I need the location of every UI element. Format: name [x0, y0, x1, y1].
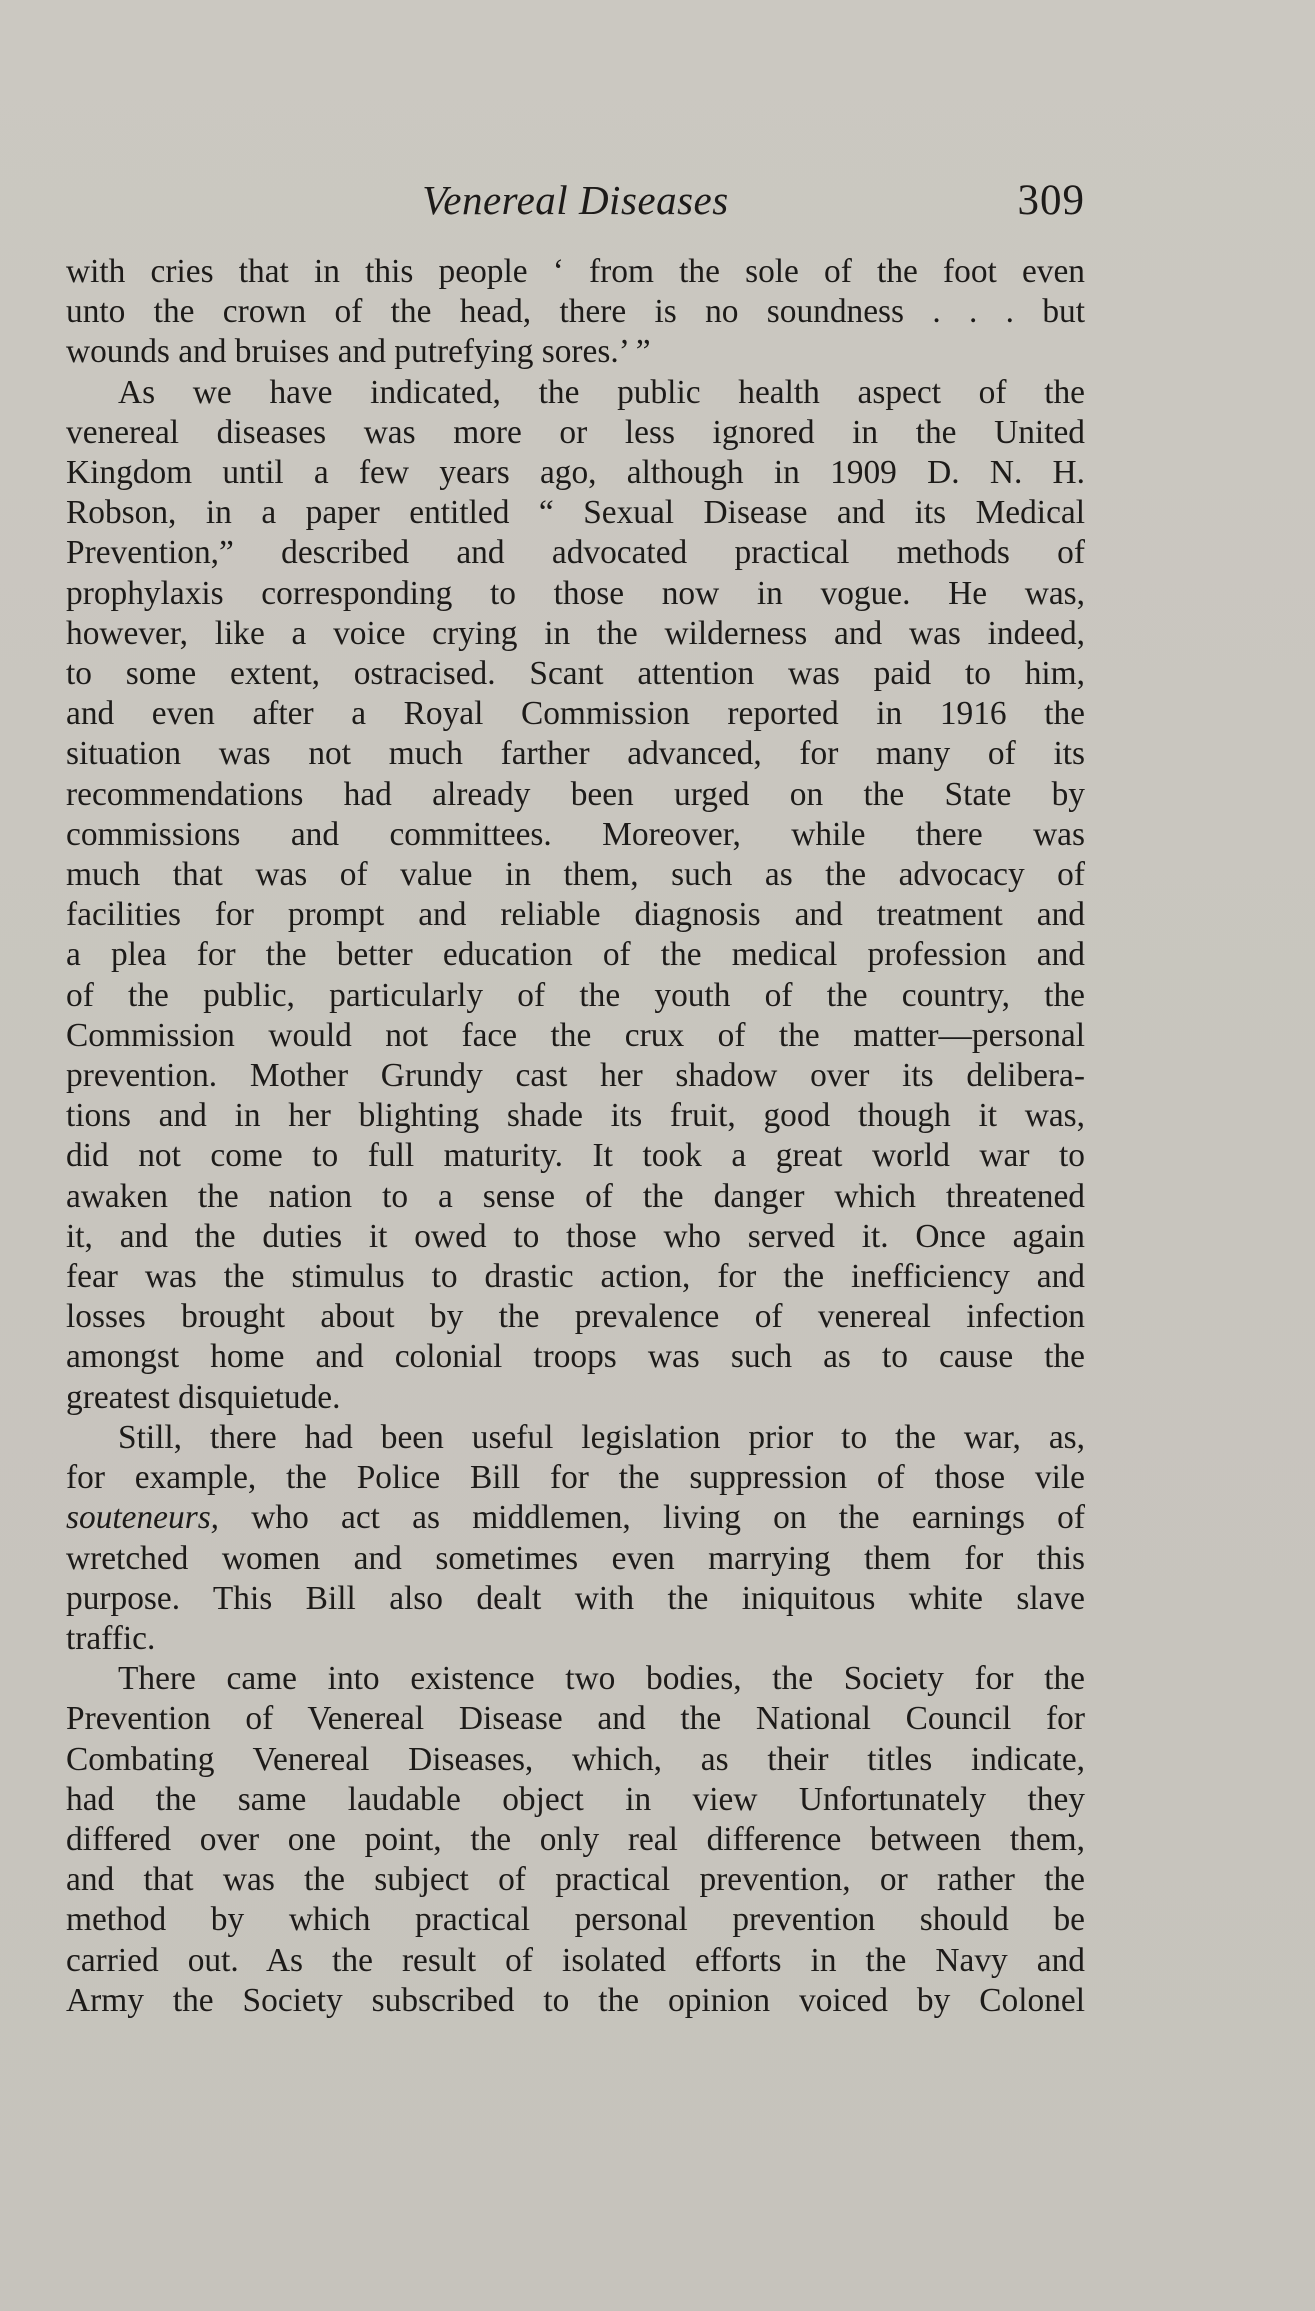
paragraph-1: [66, 252, 1085, 373]
text-line: situation was not much farther advanced, for many of its: [66, 735, 1085, 773]
text-line: with cries that in this people ‘ from the sole of the foot even: [66, 253, 1085, 290]
paragraph-2: [66, 373, 1085, 1418]
text-line: had the same laudable object in view Unfortunately they: [66, 1780, 1085, 1818]
text-line: Combating Venereal Diseases, which, as their titles indicate,: [66, 1740, 1085, 1778]
text-line: Army the Society subscribed to the opinion voiced by Colonel: [66, 1981, 1085, 2019]
text-line: it, and the duties it owed to those who served it. Once again: [66, 1217, 1085, 1255]
text-line: wounds and bruises and putrefying sores.’ ”: [66, 333, 651, 371]
text-line: As we have indicated, the public health aspect of the: [118, 373, 1085, 411]
text-line: for example, the Police Bill for the suppression of those vile: [66, 1459, 1085, 1497]
text-line: Prevention,” described and advocated practical methods of: [66, 534, 1085, 572]
page-number: 309: [1017, 177, 1085, 224]
text-line: losses brought about by the prevalence of venereal infection: [66, 1298, 1085, 1336]
text-line: venereal diseases was more or less ignored in the United: [66, 413, 1085, 451]
text-line: and that was the subject of practical prevention, or rather the: [66, 1861, 1085, 1899]
text-line: fear was the stimulus to drastic action, for the inefficiency and: [66, 1258, 1085, 1296]
text-line: facilities for prompt and reliable diagnosis and treatment and: [66, 896, 1085, 934]
text-line: Still, there had been useful legislation prior to the war, as,: [118, 1418, 1085, 1456]
text-line: however, like a voice crying in the wilderness and was indeed,: [66, 614, 1085, 652]
text-line: [66, 1498, 1085, 1538]
text-line: purpose. This Bill also dealt with the iniquitous white slave: [66, 1579, 1085, 1617]
text-line: unto the crown of the head, there is no soundness . . . but: [66, 293, 1085, 331]
text-line: wretched women and sometimes even marrying them for this: [66, 1539, 1085, 1577]
text-line: to some extent, ostracised. Scant attention was paid to him,: [66, 655, 1085, 693]
running-title: Venereal Diseases: [422, 177, 729, 223]
text-line: method by which practical personal prevention should be: [66, 1901, 1085, 1939]
running-head: [66, 176, 1085, 236]
text-line: carried out. As the result of isolated efforts in the Navy and: [66, 1941, 1085, 1979]
text-line: did not come to full maturity. It took a great world war to: [66, 1137, 1085, 1175]
text-line: Kingdom until a few years ago, although in 1909 D. N. H.: [66, 454, 1085, 492]
text-line: awaken the nation to a sense of the danger which threatened: [66, 1177, 1085, 1215]
italic-term: souteneurs,: [66, 1499, 220, 1537]
text-line: There came into existence two bodies, the Society for the: [118, 1660, 1085, 1698]
paragraph-3: [66, 1418, 1085, 1659]
body-text: [66, 252, 1085, 2021]
text-line: a plea for the better education of the medical profession and: [66, 936, 1085, 974]
text-line: traffic.: [66, 1619, 156, 1657]
text-line: Robson, in a paper entitled “ Sexual Disease and its Medical: [66, 494, 1085, 532]
text-line: and even after a Royal Commission reported in 1916 the: [66, 695, 1085, 733]
text-run: who act as middlemen, living on the earnings of: [219, 1499, 1085, 1537]
text-line: prevention. Mother Grundy cast her shadow over its delibera-: [66, 1057, 1085, 1095]
text-line: recommendations had already been urged on the State by: [66, 775, 1085, 813]
text-line: prophylaxis corresponding to those now in vogue. He was,: [66, 574, 1085, 612]
text-line: amongst home and colonial troops was such as to cause the: [66, 1338, 1085, 1376]
text-line: Commission would not face the crux of the matter—personal: [66, 1016, 1085, 1054]
text-line: of the public, particularly of the youth of the country, the: [66, 976, 1085, 1014]
text-line: Prevention of Venereal Disease and the National Council for: [66, 1700, 1085, 1738]
text-line: tions and in her blighting shade its fruit, good though it was,: [66, 1097, 1085, 1135]
text-line: greatest disquietude.: [66, 1378, 341, 1416]
text-line: much that was of value in them, such as the advocacy of: [66, 856, 1085, 894]
text-line: differed over one point, the only real difference between them,: [66, 1820, 1085, 1858]
text-line: commissions and committees. Moreover, while there was: [66, 815, 1085, 853]
paragraph-4: [66, 1659, 1085, 2021]
